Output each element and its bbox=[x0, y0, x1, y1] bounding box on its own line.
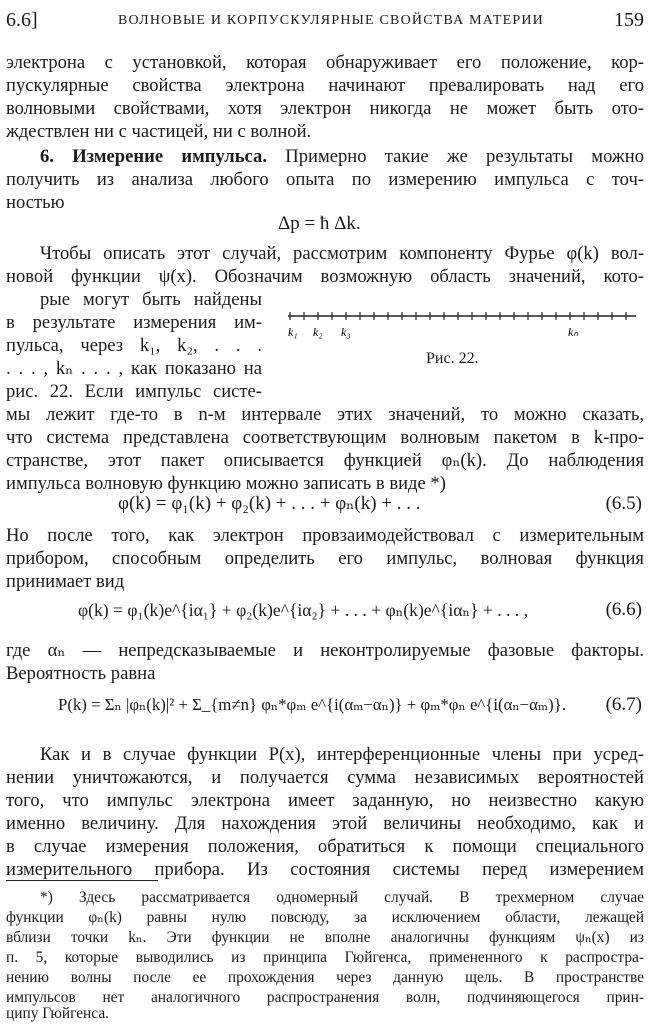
k-axis-diagram bbox=[286, 302, 638, 342]
footnote-line: функции φₙ(k) равны нулю повсюду, за исключением области, лежащей bbox=[6, 909, 644, 926]
equation-6-7: P(k) = Σₙ |φₙ(k)|² + Σ_{m≠n} φₙ*φₘ e^{i(αₘ−αₙ)} + φₘ*φₙ e^{i(αₙ−αₘ)}. bbox=[58, 695, 567, 714]
text-line: Но после того, как электрон провзаимодействовал с измерительным bbox=[6, 525, 644, 546]
text-line: Как и в случае функции P(x), интерференционные члены при усред- bbox=[40, 744, 644, 765]
page-number: 159 bbox=[614, 9, 644, 31]
text-fragment: Примерно такие же результаты можно bbox=[285, 146, 644, 167]
footnote-line: импульсов нет аналогичного распространения волн, подчиняющегося прин- bbox=[6, 989, 644, 1006]
text-line: что система представлена соответствующим волновым пакетом в k-про- bbox=[6, 427, 644, 448]
text-line: рые могут быть найдены bbox=[40, 289, 262, 310]
equation-6-6: φ(k) = φ₁(k)e^{iα₁} + φ₂(k)e^{iα₂} + . . . + φₙ(k)e^{iαₙ} + . . . , bbox=[78, 600, 528, 620]
text-line: импульса волновую функцию можно записать в виде *) bbox=[6, 473, 446, 494]
chapter-title: ВОЛНОВЫЕ И КОРПУСКУЛЯРНЫЕ СВОЙСТВА МАТЕРИИ bbox=[118, 13, 544, 28]
equation-number: (6.5) bbox=[605, 493, 642, 514]
running-header bbox=[6, 6, 644, 34]
footnote-line: п. 5, которые выводились из принципа Гюйгенса, примененного к распростра- bbox=[6, 949, 644, 966]
figure-caption: Рис. 22. bbox=[426, 350, 479, 367]
text-line: принимает вид bbox=[6, 571, 125, 592]
tick-label-kn: kₙ bbox=[568, 325, 579, 339]
footnote-rule bbox=[6, 880, 158, 881]
text-line: ждествлен ни с частицей, ни с волной. bbox=[6, 121, 312, 142]
figure-22 bbox=[286, 302, 638, 372]
section-heading-line bbox=[6, 146, 644, 168]
text-line: новой функции ψ(x). Обозначим возможную область значений, кото- bbox=[6, 266, 644, 287]
text-line: того, что импульс электрона имеет заданную, но неизвестно какую bbox=[6, 790, 644, 811]
tick-label-k2: k₂ bbox=[313, 325, 323, 339]
tick-label-k1: k₁ bbox=[288, 325, 298, 339]
text-line: ностью bbox=[6, 192, 65, 213]
text-line: Чтобы описать этот случай, рассмотрим компоненту Фурье φ(k) вол- bbox=[40, 243, 644, 264]
footnote-line: *) Здесь рассматривается одномерный случай. В трехмерном случае bbox=[40, 889, 644, 906]
footnote-line: ципу Гюйгенса. bbox=[6, 1005, 109, 1022]
text-line: именно величину. Для нахождения этой величины необходимо, как и bbox=[6, 813, 644, 834]
text-line: измерительного прибора. Из состояния системы перед измерением bbox=[6, 859, 644, 880]
text-line: волновыми свойствами, хотя электрон никогда не может быть ото- bbox=[6, 98, 644, 119]
text-line: прибором, способным определить его импульс, волновая функция bbox=[6, 548, 644, 569]
footnote-line: нению волны после ее прохождения через данную щель. В пространстве bbox=[6, 969, 644, 986]
footnote-line: вблизи точки kₙ. Эти функции не вполне аналогичны функциям ψₙ(x) из bbox=[6, 929, 644, 946]
text-line: странстве, этот пакет описывается функцией φₙ(k). До наблюдения bbox=[6, 450, 644, 471]
text-line: Вероятность равна bbox=[6, 663, 156, 684]
text-line: пускулярные свойства электрона начинают превалировать над его bbox=[6, 75, 644, 96]
text-line: получить из анализа любого опыта по измерению импульса с точ- bbox=[6, 169, 644, 190]
equation-number: (6.6) bbox=[605, 599, 642, 620]
section-number: 6.6] bbox=[6, 9, 38, 31]
equation-number: (6.7) bbox=[605, 694, 642, 715]
equation-6-5: φ(k) = φ₁(k) + φ₂(k) + . . . + φₙ(k) + . . . bbox=[118, 493, 421, 514]
text-line: в результате измерения им- bbox=[6, 312, 262, 333]
text-line: электрона с установкой, которая обнаруживает его положение, кор- bbox=[6, 52, 644, 73]
text-line: нении уничтожаются, и получается сумма независимых вероятностей bbox=[6, 767, 644, 788]
text-line: . . . , kₙ . . . , как показано на bbox=[6, 358, 262, 379]
text-line: рис. 22. Если импульс систе- bbox=[6, 381, 262, 402]
text-line: мы лежит где-то в n-м интервале этих значений, то можно сказать, bbox=[6, 404, 644, 425]
text-line: в случае измерения положения, обратиться к помощи специального bbox=[6, 836, 644, 857]
equation-dp: Δp = ħ Δk. bbox=[278, 213, 361, 234]
section-heading: 6. Измерение импульса. bbox=[40, 146, 267, 167]
text-line: пульса, через k₁, k₂, . . . bbox=[6, 335, 262, 356]
tick-label-k3: k₃ bbox=[341, 325, 351, 339]
text-line: где αₙ — непредсказываемые и неконтролируемые фазовые факторы. bbox=[6, 640, 644, 661]
